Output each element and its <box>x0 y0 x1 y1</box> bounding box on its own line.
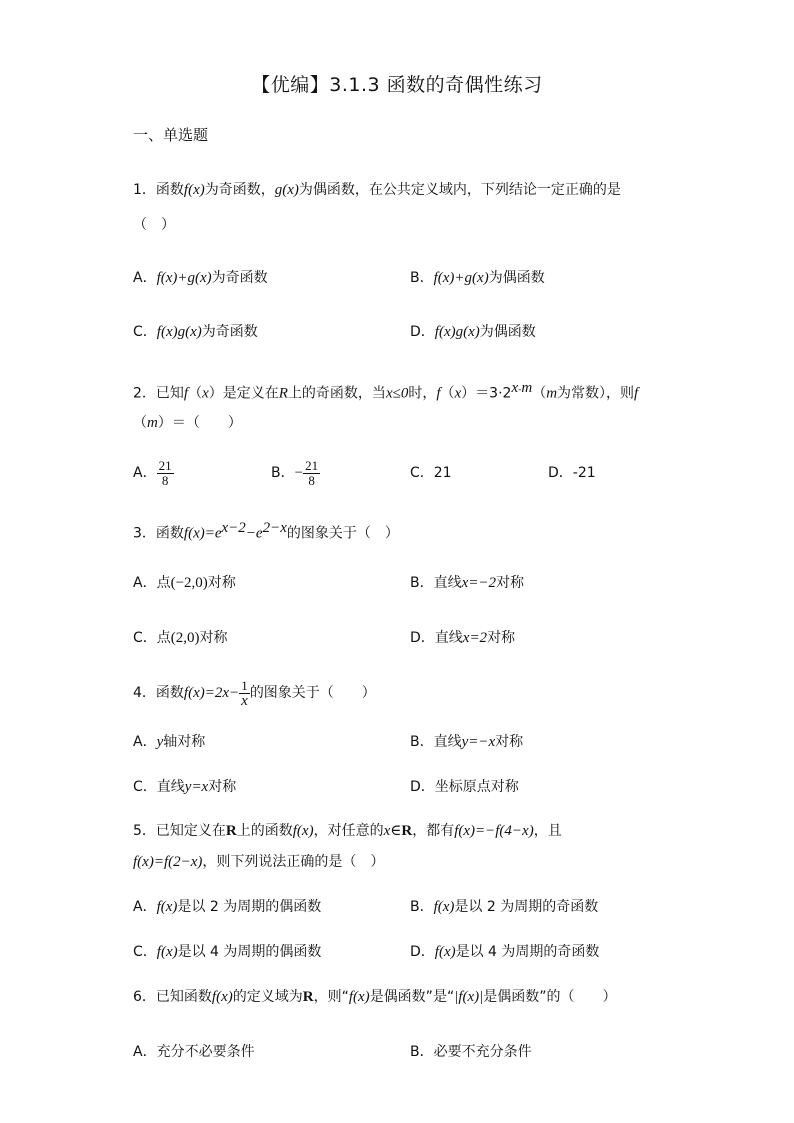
fraction: $\frac{21}{8}$ <box>305 457 319 488</box>
question-3-option-c: C．点(2,0)对称 <box>133 630 228 646</box>
question-6-stem: 6．已知函数f(x)的定义域为R，则“f(x)是偶函数”是“|f(x)|是偶函数”的（ ） <box>133 989 617 1005</box>
question-5-option-c: C．f(x)是以 4 为周期的偶函数 <box>133 944 322 960</box>
question-1-option-d: D．f(x)g(x)为偶函数 <box>410 324 536 340</box>
question-3-option-d: D．直线x=2对称 <box>410 630 516 646</box>
question-3-option-a: A．点(−2,0)对称 <box>133 575 236 591</box>
question-3-stem: 3．函数$f(x)=e^{x-2}-e^{2-x}$的图象关于（ ） <box>133 520 399 542</box>
question-5-stem: 5．已知定义在R上的函数f(x)，对任意的x∈R，都有f(x)=−f(4−x)，且 <box>133 823 562 839</box>
question-5-option-a: A．f(x)是以 2 为周期的偶函数 <box>133 899 322 915</box>
question-5-stem-cont: f(x)=f(2−x)，则下列说法正确的是（ ） <box>133 854 385 870</box>
question-2-option-b: B．− $\frac{21}{8}$ <box>271 457 319 488</box>
question-4-option-b: B．直线y=−x对称 <box>410 734 524 750</box>
document-title: 【优编】3.1.3 函数的奇偶性练习 <box>251 74 543 96</box>
question-4-option-d: D．坐标原点对称 <box>410 779 519 795</box>
question-5-option-b: B．f(x)是以 2 为周期的奇函数 <box>410 899 599 915</box>
question-2-stem-cont: （m）＝（ ） <box>133 415 242 431</box>
question-4-option-a: A．y轴对称 <box>133 734 206 750</box>
question-4-option-c: C．直线y=x对称 <box>133 779 237 795</box>
question-4-stem: 4．函数f(x)=2x− $\frac{1}{x}$ 的图象关于（ ） <box>133 677 376 709</box>
question-2-option-c: C．21 <box>410 465 452 481</box>
question-1-option-c: C．f(x)g(x)为奇函数 <box>133 324 258 340</box>
question-1-stem-cont: （ ） <box>133 217 175 233</box>
question-1-option-b: B．f(x)+g(x)为偶函数 <box>410 270 545 286</box>
question-1-option-a: A．f(x)+g(x)为奇函数 <box>133 270 268 286</box>
question-5-option-d: D．f(x)是以 4 为周期的奇函数 <box>410 944 600 960</box>
fraction: $\frac{21}{8}$ <box>158 457 172 488</box>
question-2-option-d: D．-21 <box>548 465 596 481</box>
fraction: $\frac{1}{x}$ <box>241 677 248 709</box>
question-1-stem: 1．函数f(x)为奇函数，g(x)为偶函数，在公共定义域内，下列结论一定正确的是 <box>133 182 621 198</box>
question-6-option-a: A．充分不必要条件 <box>133 1044 255 1060</box>
question-3-option-b: B．直线x=−2对称 <box>410 575 525 591</box>
question-2-stem: 2．已知f（x）是定义在R上的奇函数，当x≤0时，$f(x)=3\cdot 2^{x-m}(m$为常数），则f <box>133 380 639 402</box>
section-heading: 一、单选题 <box>133 126 209 144</box>
question-2-option-a: A． $\frac{21}{8}$ <box>133 457 172 488</box>
question-6-option-b: B．必要不充分条件 <box>410 1044 532 1060</box>
